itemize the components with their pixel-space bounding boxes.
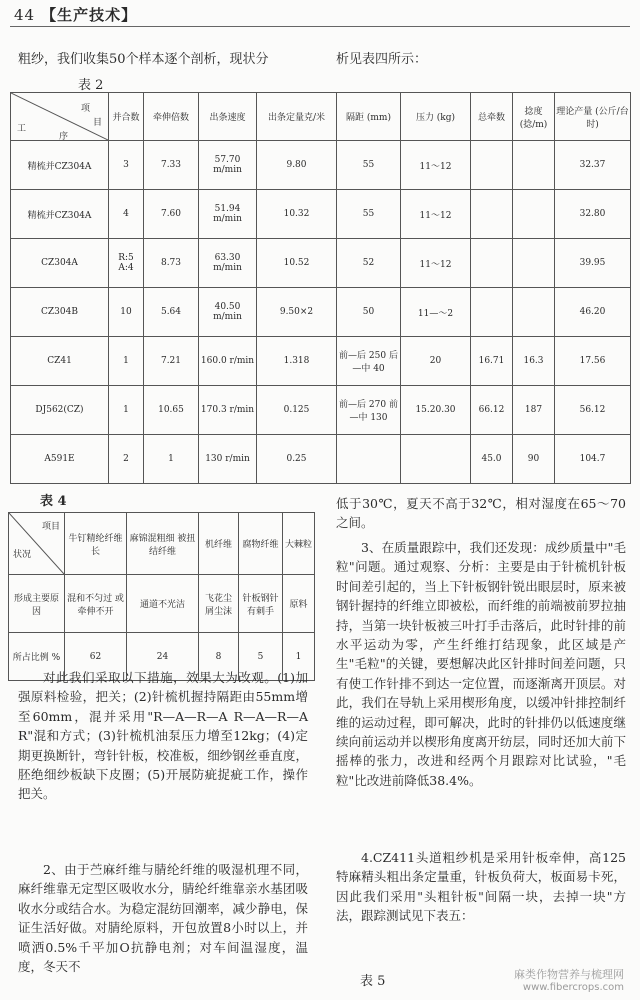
- table-row: [11, 239, 631, 288]
- data-cell: [401, 435, 471, 484]
- data-cell: 8.73: [144, 239, 199, 288]
- data-cell: 0.125: [257, 386, 337, 435]
- data-cell: 57.70 m/min: [199, 141, 257, 190]
- body-paragraph-slub: 3、在质量跟踪中，我们还发现：成纱质量中"毛粒"问题。通过观察、分析：主要是由于针梳机针板时间差引起的，当上下针板钢针锐出眼层时，原来被钢针握持的纤维立即被松，而纤维的前端被前罗拉抽持，当第一块针板被三叶打手击落后，此时针排的前水平运动为零，产生纤维打结现象，此区域是产生"毛粒"的关键，要想解决此区针排时间差问题，只有使工作针排不到达一定位置，而逐渐离开顶层。对此，我们在导轨上采用楔形角度，以缓冲针排控制纤维的运动过程，即可解决，此时的针排仍以低速度继续向前运动并以楔形角度离开纺层，同时还加大前下摇棒的张力，改进和经两个月跟踪对比试验，"毛粒"比改进前降低38.4%。: [336, 540, 626, 788]
- table-row: [11, 141, 631, 190]
- data-cell: 55: [337, 190, 401, 239]
- data-cell: 5: [239, 633, 283, 681]
- data-cell: 24: [127, 633, 199, 681]
- data-cell: 1: [109, 337, 144, 386]
- data-cell: 3: [109, 141, 144, 190]
- corner-label-item: 项: [80, 104, 90, 114]
- table2-header: 牵伸倍数: [144, 93, 199, 141]
- table2: [10, 92, 631, 484]
- table4-corner-cell: [9, 513, 65, 575]
- table2-header: 出条速度: [199, 93, 257, 141]
- body-paragraph-continued: 低于30℃，夏天不高于32℃，相对湿度在65～70之间。: [336, 496, 626, 531]
- data-cell: 7.60: [144, 190, 199, 239]
- data-cell: 66.12: [471, 386, 513, 435]
- data-cell: 16.3: [513, 337, 555, 386]
- data-cell: 10: [109, 288, 144, 337]
- data-cell: 170.3 r/min: [199, 386, 257, 435]
- data-cell: 7.21: [144, 337, 199, 386]
- data-cell: 45.0: [471, 435, 513, 484]
- table2-header: 隔距 (mm): [337, 93, 401, 141]
- data-cell: 飞花尘 屑尘沫: [199, 575, 239, 633]
- table2-header: 并合数: [109, 93, 144, 141]
- corner-label-process: 工: [17, 124, 27, 134]
- table4-header: 牛钉精纶纤维长: [65, 513, 127, 575]
- data-cell: 160.0 r/min: [199, 337, 257, 386]
- table4-header: 腐物纤维: [239, 513, 283, 575]
- section-title: 【生产技术】: [41, 6, 138, 24]
- table-row: [9, 575, 315, 633]
- data-cell: 前—后 250 后—中 40: [337, 337, 401, 386]
- data-cell: 46.20: [555, 288, 631, 337]
- data-cell: [513, 141, 555, 190]
- data-cell: 9.50×2: [257, 288, 337, 337]
- data-cell: 20: [401, 337, 471, 386]
- table-row: [11, 190, 631, 239]
- data-cell: 17.56: [555, 337, 631, 386]
- header-rule: [10, 26, 630, 27]
- data-cell: 1.318: [257, 337, 337, 386]
- data-cell: 11～12: [401, 190, 471, 239]
- table2-header: 捻度(捻/m): [513, 93, 555, 141]
- data-cell: 10.65: [144, 386, 199, 435]
- data-cell: 40.50 m/min: [199, 288, 257, 337]
- data-cell: 9.80: [257, 141, 337, 190]
- data-cell: 2: [109, 435, 144, 484]
- table4-caption: 表 4: [40, 494, 67, 509]
- table2-header: 出条定量克/米: [257, 93, 337, 141]
- data-cell: 4: [109, 190, 144, 239]
- corner-label-status: 状况: [13, 550, 32, 560]
- data-cell: 1: [144, 435, 199, 484]
- data-cell: 11—～2: [401, 288, 471, 337]
- data-cell: [471, 141, 513, 190]
- data-cell: 15.20.30: [401, 386, 471, 435]
- corner-label-item: 项目: [41, 522, 60, 532]
- body-paragraph-cz411: 4.CZ411头道粗纱机是采用针板牵伸，高125特麻精头粗出条定量重，针板负荷大，板面易卡死，因此我们采用"头粗针板"间隔一块，去掉一块"方法，跟踪测试见下表五：: [336, 850, 626, 924]
- table2-header: 理论产量 (公斤/台时): [555, 93, 631, 141]
- table5-caption: 表 5: [360, 974, 386, 989]
- body-paragraph-measures: 对此我们采取以下措施，效果大为改观。(1)加强原料检验，把关；(2)针梳机握持隔距由55mm增至60mm，混并采用"R—A—R—A R—A—R—A R"混和方式；(3)针梳机油泵压力增至12kg；(4)定期更换断针，弯针针板，校准板，细纱钢丝垂直度，胚绝细纱板缺下皮圈；(5)开展防疵捉疵工作，操作把关。: [18, 670, 308, 802]
- data-cell: [513, 239, 555, 288]
- watermark-title: 麻类作物营养与梳理网: [514, 968, 624, 981]
- table2-corner-cell: [11, 93, 109, 141]
- table-row: [11, 435, 631, 484]
- data-cell: [513, 288, 555, 337]
- data-cell: 32.37: [555, 141, 631, 190]
- data-cell: [513, 190, 555, 239]
- intro-text-left: 粗纱，我们收集50个样本逐个剖析，现状分: [18, 52, 269, 67]
- table2-header: 压力 (kg): [401, 93, 471, 141]
- data-cell: 10.52: [257, 239, 337, 288]
- data-cell: 通道不光洁: [127, 575, 199, 633]
- data-cell: 1: [109, 386, 144, 435]
- process-cell: 精梳并CZ304A: [11, 190, 109, 239]
- data-cell: 56.12: [555, 386, 631, 435]
- data-cell: [337, 435, 401, 484]
- table4-header: 机纤维: [199, 513, 239, 575]
- table-row: [11, 288, 631, 337]
- body-paragraph-humidity: 2、由于苎麻纤维与腈纶纤维的吸湿机理不同，麻纤维靠无定型区吸收水分，腈纶纤维靠亲水基团吸收水分或结合水。为稳定混纺回潮率，减少静电，保证生活好做。对腈纶原料，开包放置8小时以上，并喷洒0.5%千平加O抗静电剂；对车间温湿度，温度，冬天不: [18, 862, 308, 975]
- process-cell: CZ304B: [11, 288, 109, 337]
- row-label-cell: 形成主要原因: [9, 575, 65, 633]
- process-cell: A591E: [11, 435, 109, 484]
- data-cell: 62: [65, 633, 127, 681]
- data-cell: 7.33: [144, 141, 199, 190]
- intro-text-right: 析见表四所示：: [336, 52, 428, 67]
- table-row: [11, 337, 631, 386]
- data-cell: 8: [199, 633, 239, 681]
- page-number: 44: [14, 6, 36, 24]
- table4-header: 大棘粒: [283, 513, 315, 575]
- data-cell: 针板钢针 有刺手: [239, 575, 283, 633]
- data-cell: [471, 288, 513, 337]
- data-cell: 50: [337, 288, 401, 337]
- data-cell: 39.95: [555, 239, 631, 288]
- table2-header: 总牵数: [471, 93, 513, 141]
- corner-label-process2: 序: [59, 132, 69, 142]
- row-label-cell: 所占比例 %: [9, 633, 65, 681]
- data-cell: 11～12: [401, 239, 471, 288]
- table-row: [11, 386, 631, 435]
- data-cell: 32.80: [555, 190, 631, 239]
- data-cell: 11～12: [401, 141, 471, 190]
- data-cell: 混和不匀过 或牵伸不开: [65, 575, 127, 633]
- page-header: [14, 4, 137, 25]
- data-cell: 90: [513, 435, 555, 484]
- table2-caption: 表 2: [78, 78, 104, 93]
- watermark-url: www.fibercrops.com: [522, 982, 624, 993]
- table4: [8, 512, 315, 681]
- data-cell: R:5 A:4: [109, 239, 144, 288]
- data-cell: 5.64: [144, 288, 199, 337]
- data-cell: [471, 239, 513, 288]
- process-cell: CZ304A: [11, 239, 109, 288]
- data-cell: 63.30 m/min: [199, 239, 257, 288]
- data-cell: [471, 190, 513, 239]
- data-cell: 1: [283, 633, 315, 681]
- data-cell: 52: [337, 239, 401, 288]
- data-cell: 104.7: [555, 435, 631, 484]
- corner-label-item2: 目: [92, 118, 102, 128]
- data-cell: 0.25: [257, 435, 337, 484]
- data-cell: 187: [513, 386, 555, 435]
- process-cell: CZ41: [11, 337, 109, 386]
- data-cell: 51.94 m/min: [199, 190, 257, 239]
- data-cell: 10.32: [257, 190, 337, 239]
- data-cell: 16.71: [471, 337, 513, 386]
- data-cell: 前—后 270 前—中 130: [337, 386, 401, 435]
- table4-header: 麻锦混粗细 被扭结纤维: [127, 513, 199, 575]
- process-cell: DJ562(CZ): [11, 386, 109, 435]
- data-cell: 55: [337, 141, 401, 190]
- data-cell: 原料: [283, 575, 315, 633]
- process-cell: 精梳并CZ304A: [11, 141, 109, 190]
- data-cell: 130 r/min: [199, 435, 257, 484]
